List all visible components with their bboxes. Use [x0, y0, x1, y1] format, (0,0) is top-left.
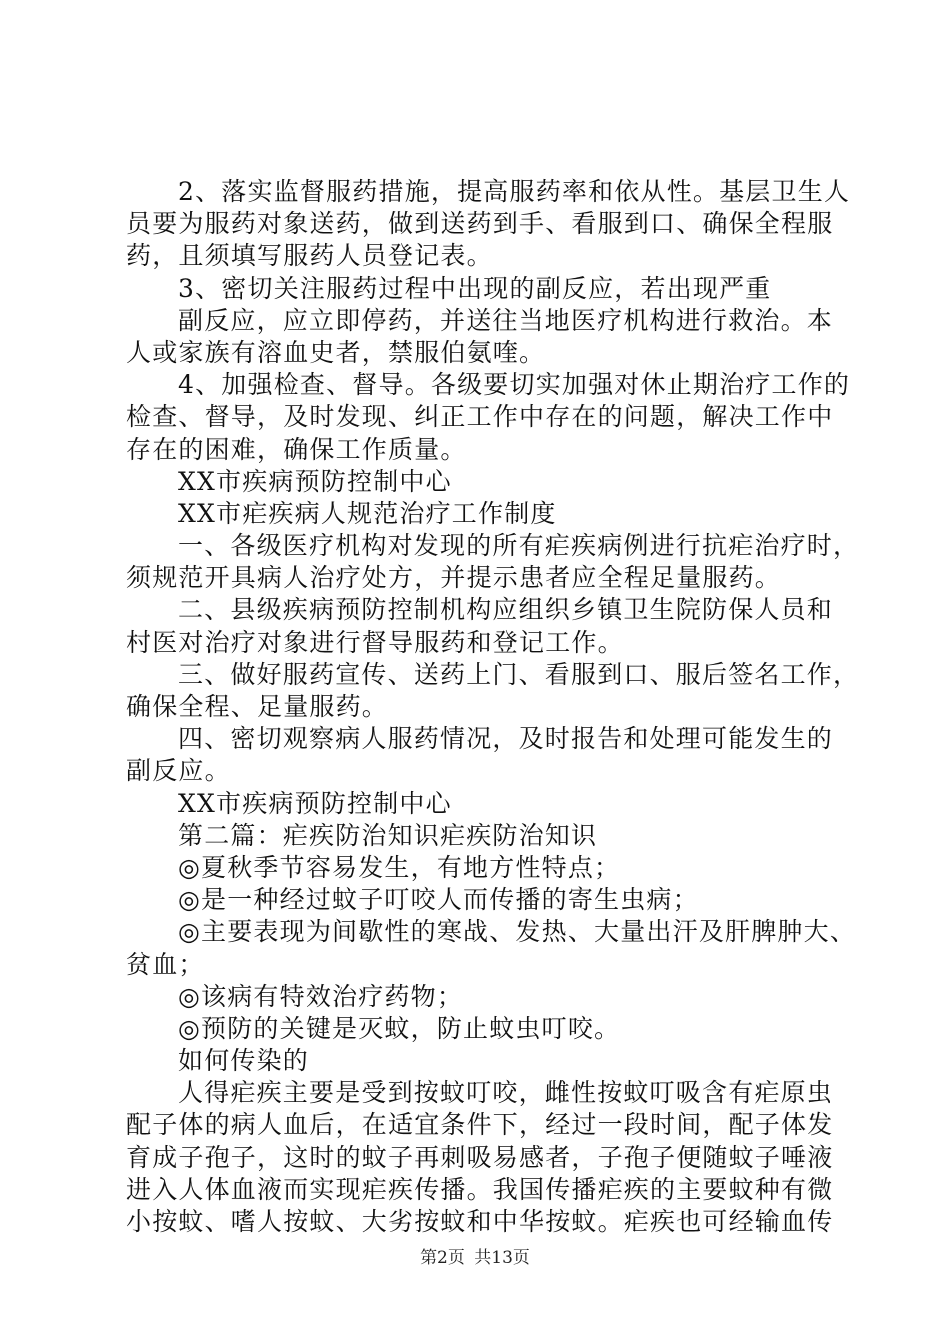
text-line: 副反应，应立即停药，并送往当地医疗机构进行救治。本 — [178, 305, 834, 335]
text-line: 须规范开具病人治疗处方，并提示患者应全程足量服药。 — [126, 563, 782, 593]
text-line: 药，且须填写服药人员登记表。 — [126, 241, 493, 271]
text-line: 育成子孢子，这时的蚊子再刺吸易感者，子孢子便随蚊子唾液 — [126, 1142, 834, 1172]
text-line: 四、密切观察病人服药情况，及时报告和处理可能发生的 — [178, 724, 834, 754]
text-line: 配子体的病人血后，在适宜条件下，经过一段时间，配子体发 — [126, 1110, 834, 1140]
organization-signature: XX市疾病预防控制中心 — [178, 466, 452, 496]
text-line: 二、县级疾病预防控制机构应组织乡镇卫生院防保人员和 — [178, 595, 834, 625]
organization-signature: XX市疾病预防控制中心 — [178, 788, 452, 818]
bullet-item: ◎是一种经过蚊子叮咬人而传播的寄生虫病； — [178, 885, 699, 915]
text-line: 人得疟疾主要是受到按蚊叮咬，雌性按蚊叮吸含有疟原虫 — [178, 1078, 834, 1108]
total-pages: 共13页 — [474, 1248, 530, 1268]
text-line: 检查、督导，及时发现、纠正工作中存在的问题，解决工作中 — [126, 402, 834, 432]
text-line: 一、各级医疗机构对发现的所有疟疾病例进行抗疟治疗时， — [178, 531, 860, 561]
bullet-item: ◎该病有特效治疗药物； — [178, 981, 464, 1011]
text-line: 小按蚊、嗜人按蚊、大劣按蚊和中华按蚊。疟疾也可经输血传 — [126, 1207, 834, 1236]
text-line: 存在的困难，确保工作质量。 — [126, 434, 467, 464]
text-line: 员要为服药对象送药，做到送药到手、看服到口、确保全程服 — [126, 209, 834, 239]
section-title: XX市疟疾病人规范治疗工作制度 — [178, 498, 557, 528]
bullet-item: ◎预防的关键是灭蚊，防止蚊虫叮咬。 — [178, 1013, 621, 1043]
text-line: 三、做好服药宣传、送药上门、看服到口、服后签名工作， — [178, 659, 860, 689]
bullet-item: ◎主要表现为间歇性的寒战、发热、大量出汗及肝脾肿大、 — [178, 917, 857, 947]
text-line: 4、加强检查、督导。各级要切实加强对休止期治疗工作的 — [178, 370, 851, 400]
page-footer — [0, 1243, 950, 1268]
text-line: 确保全程、足量服药。 — [126, 692, 389, 721]
bullet-item: ◎夏秋季节容易发生，有地方性特点； — [178, 852, 621, 882]
text-line: 人或家族有溶血史者，禁服伯氨喹。 — [126, 337, 546, 367]
page-number: 第2页 — [420, 1248, 465, 1268]
text-line: 3、密切关注服药过程中出现的副反应，若出现严重 — [178, 273, 772, 303]
text-line: 副反应。 — [126, 756, 231, 786]
text-line: 进入人体血液而实现疟疾传播。我国传播疟疾的主要蚊种有微 — [126, 1174, 834, 1204]
text-line: 村医对治疗对象进行督导服药和登记工作。 — [126, 627, 624, 657]
subheading: 如何传染的 — [178, 1046, 310, 1076]
section-title: 第二篇：疟疾防治知识疟疾防治知识 — [178, 820, 598, 850]
text-line: 2、落实监督服药措施，提高服药率和依从性。基层卫生人 — [178, 177, 851, 206]
document-body — [126, 176, 860, 1238]
text-line: 贫血； — [126, 949, 205, 979]
